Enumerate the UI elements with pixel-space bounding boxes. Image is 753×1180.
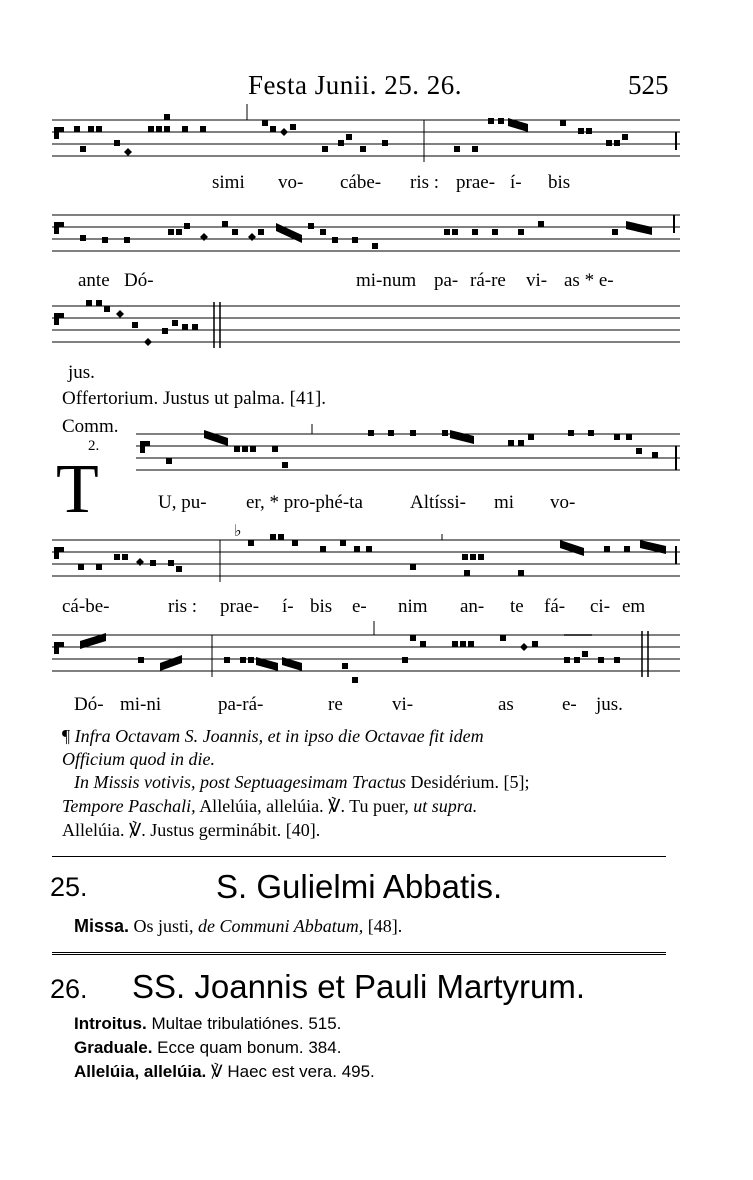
rubric-text: Allelúia, allelúia. [199, 796, 324, 816]
chant-staff-2 [52, 205, 682, 265]
missa-label: Missa. [74, 916, 130, 936]
proper-item [74, 1038, 341, 1058]
lyric: mi [494, 492, 515, 513]
feast-title-26: SS. Joannis et Pauli Martyrum. [132, 968, 586, 1005]
lyric: pa-rá- [218, 694, 264, 715]
rubric-text: Infra Octavam S. Joannis, et in ipso die Octavae fit idem [74, 726, 484, 746]
chant-staff-1 [52, 110, 682, 170]
lyric: í- [282, 596, 294, 617]
chant-staff-6 [52, 625, 682, 685]
rubric-line-5: Allelúia. ℣. Justus germinábit. [40]. [62, 820, 321, 840]
lyric: em [622, 596, 646, 617]
running-head [0, 70, 753, 104]
communion-label: Comm. [62, 416, 119, 437]
offertory-label: Offertorium. [62, 388, 159, 409]
proper-label: Graduale. [74, 1038, 153, 1057]
lyric: pa- [434, 270, 459, 291]
missa-text: Os justi, [133, 916, 194, 936]
chant-staff-3 [52, 296, 682, 356]
divider [52, 856, 666, 857]
proper-text: Ecce quam bonum. 384. [157, 1038, 342, 1057]
lyric: mi-num [356, 270, 417, 291]
lyric: bis [548, 172, 571, 193]
lyric: prae- [456, 172, 496, 193]
feast-number-26: 26. [50, 974, 88, 1004]
staff-lines-6 [52, 625, 682, 685]
missa-line [74, 916, 402, 937]
paragraph-mark: ¶ [62, 726, 71, 746]
offertory-ref: [41]. [289, 388, 327, 409]
staff-lines-4 [136, 424, 682, 484]
lyric: vo- [278, 172, 304, 193]
double-divider [52, 952, 666, 957]
rubric-line-2: Officium quod in die. [62, 749, 215, 769]
lyric: as * e- [564, 270, 614, 291]
page-number: 525 [628, 70, 669, 100]
staff-lines-2 [52, 205, 682, 265]
lyric: U, pu- [158, 492, 207, 513]
rubric-text: In Missis votivis, post Septuagesimam Tractus [74, 772, 406, 792]
mode-number: 2. [88, 438, 100, 454]
lyric: ris : [168, 596, 198, 617]
lyric: vi- [392, 694, 414, 715]
lyric: e- [352, 596, 367, 617]
proper-label: Introitus. [74, 1014, 147, 1033]
lyric: as [498, 694, 514, 715]
lyric: ante [78, 270, 110, 291]
lyric: vi- [526, 270, 548, 291]
staff-lines-1 [52, 110, 682, 170]
running-title: Festa Junii. 25. 26. [248, 70, 463, 100]
lyric: cá-be- [62, 596, 110, 617]
lyric: an- [460, 596, 485, 617]
lyric: mi-ni [120, 694, 162, 715]
offertory-text: Justus ut palma. [162, 388, 285, 409]
lyric: prae- [220, 596, 260, 617]
lyric: jus. [68, 362, 95, 383]
flat-sign: ♭ [234, 521, 242, 540]
chant-staff-5 [52, 521, 682, 590]
lyric: te [510, 596, 524, 617]
offertory-line [62, 388, 326, 410]
feast-title-25: S. Gulielmi Abbatis. [216, 868, 503, 905]
lyric: jus. [596, 694, 623, 715]
staff-lines-3 [52, 296, 682, 356]
lyric: Dó- [74, 694, 104, 715]
feast-number-25: 25. [50, 872, 88, 902]
lyric: ci- [590, 596, 611, 617]
rubric-line-3 [74, 772, 529, 793]
lyric: re [328, 694, 343, 715]
lyric: í- [510, 172, 522, 193]
proper-label: Allelúia, allelúia. [74, 1062, 207, 1081]
missa-ref: [48]. [367, 916, 403, 936]
missa-ital: de Communi Abbatum, [198, 916, 364, 936]
staff-lines-5 [52, 521, 682, 590]
lyric: ris : [410, 172, 440, 193]
lyric: er, * pro-phé-ta [246, 492, 363, 513]
lyric: Altíssi- [410, 492, 466, 513]
rubric-text: Tempore Paschali, [62, 796, 196, 816]
lyric: rá-re [470, 270, 506, 291]
proper-text: Multae tribulatiónes. 515. [151, 1014, 342, 1033]
proper-item [74, 1014, 341, 1034]
rubric-text: ℣. Tu puer, [328, 796, 409, 816]
proper-text: ℣ Haec est vera. 495. [211, 1062, 375, 1081]
proper-item [74, 1062, 375, 1082]
lyric: simi [212, 172, 245, 193]
lyric: fá- [544, 596, 566, 617]
lyric: cábe- [340, 172, 382, 193]
drop-capital: T [56, 451, 99, 528]
lyric: Dó- [124, 270, 154, 291]
lyric: vo- [550, 492, 576, 513]
rubric-line-4 [62, 796, 477, 817]
lyric: e- [562, 694, 577, 715]
chant-staff-4 [136, 424, 682, 484]
rubric-text: ut supra. [413, 796, 478, 816]
lyric: bis [310, 596, 333, 617]
lyric: nim [398, 596, 428, 617]
rubric-line-1 [62, 726, 484, 747]
rubric-text: Desidérium. [5]; [410, 772, 530, 792]
